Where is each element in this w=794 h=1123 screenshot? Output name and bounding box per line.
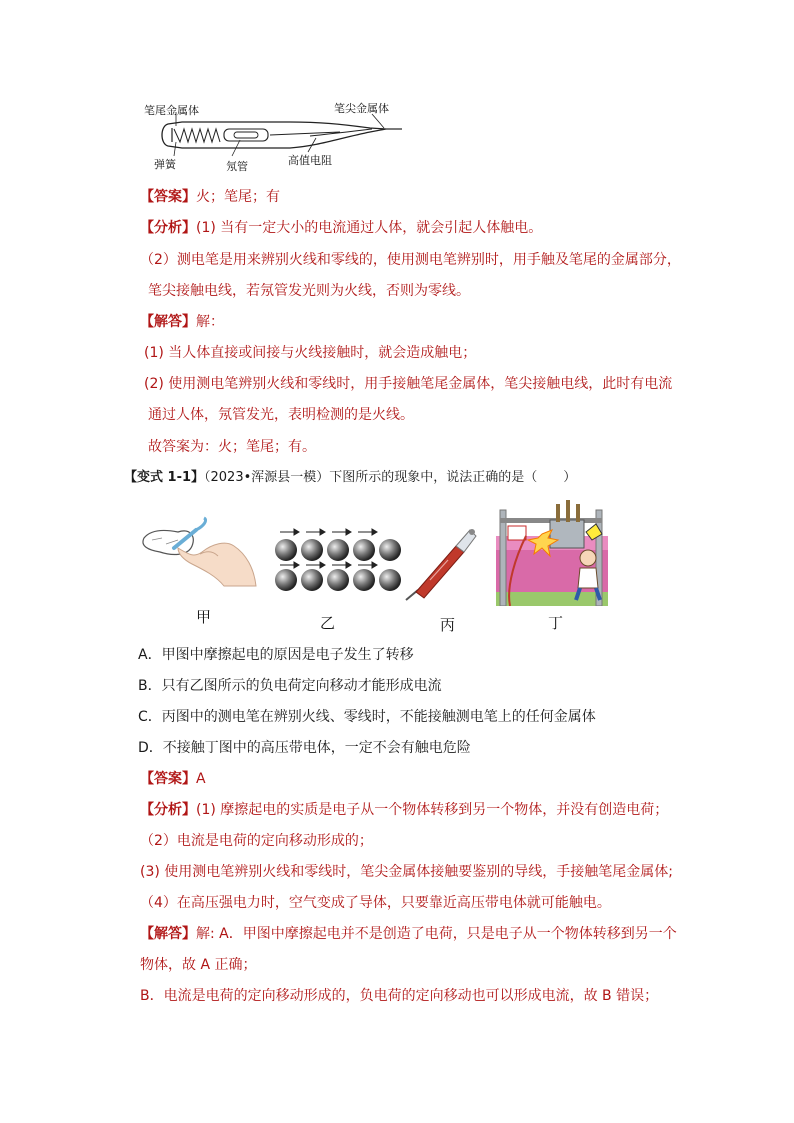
caption-ding: 丁 xyxy=(548,614,564,632)
q2-answer xyxy=(140,769,206,789)
q1-conclusion: 故答案为：火；笔尾；有。 xyxy=(148,439,316,455)
answer-text: 火；笔尾；有 xyxy=(196,189,280,205)
label-resistor: 高值电阻 xyxy=(288,154,332,167)
figure-bing xyxy=(400,518,480,606)
label-tail-metal: 笔尾金属体 xyxy=(144,104,199,117)
figure-jia xyxy=(138,510,258,590)
option-b: B．只有乙图所示的负电荷定向移动才能形成电流 xyxy=(138,678,442,694)
analysis-tag: 【分析】 xyxy=(140,220,196,236)
q1-solution-2b: 通过人体，氖管发光，表明检测的是火线。 xyxy=(148,407,414,423)
q1-analysis-2a: （2）测电笔是用来辨别火线和零线的，使用测电笔辨别时，用手触及笔尾的金属部分， xyxy=(140,252,681,268)
q2-analysis-2: （2）电流是电荷的定向移动形成的； xyxy=(140,833,373,849)
caption-bing: 丙 xyxy=(440,616,456,634)
q1-solution-head: 【解答】解： xyxy=(140,314,224,330)
solution-tag: 【解答】 xyxy=(140,926,196,942)
q1-solution-2a: (2) 使用测电笔辨别火线和零线时，用手接触笔尾金属体，笔尖接触电线，此时有电流 xyxy=(144,376,673,392)
option-c: C．丙图中的测电笔在辨别火线、零线时，不能接触测电笔上的任何金属体 xyxy=(138,709,596,725)
q1-solution-1: (1) 当人体直接或间接与火线接触时，就会造成触电； xyxy=(144,345,477,361)
figure-yi xyxy=(272,515,402,595)
q2-stem xyxy=(124,468,576,488)
q2-analysis-1: 【分析】(1) 摩擦起电的实质是电子从一个物体转移到另一个物体，并没有创造电荷； xyxy=(140,802,669,818)
figure-ding xyxy=(496,496,608,606)
analysis-tag: 【分析】 xyxy=(140,802,196,818)
caption-yi: 乙 xyxy=(320,614,336,632)
answer-tag: 【答案】 xyxy=(140,189,196,205)
option-d: D．不接触丁图中的高压带电体，一定不会有触电危险 xyxy=(138,740,471,756)
variant-tag: 【变式 1-1】 xyxy=(124,470,205,485)
solution-tag: 【解答】 xyxy=(140,314,196,330)
q2-solution-a2: 物体，故 A 正确； xyxy=(140,957,257,973)
pen-diagram xyxy=(140,98,410,178)
q1-analysis-2b: 笔尖接触电线，若氖管发光则为火线，否则为零线。 xyxy=(148,283,470,299)
q1-answer xyxy=(140,187,280,207)
label-spring: 弹簧 xyxy=(154,158,176,171)
source: （2023•浑源县一模） xyxy=(204,470,330,485)
label-neon-tube: 氖管 xyxy=(226,160,248,173)
q2-analysis-3: (3) 使用测电笔辨别火线和零线时，笔尖金属体接触要鉴别的导线，手接触笔尾金属体; xyxy=(140,864,673,880)
q2-solution-a1: 【解答】解: A．甲图中摩擦起电并不是创造了电荷，只是电子从一个物体转移到另一个 xyxy=(140,926,677,942)
answer-tag: 【答案】 xyxy=(140,771,196,787)
q2-solution-b: B．电流是电荷的定向移动形成的，负电荷的定向移动也可以形成电流，故 B 错误； xyxy=(140,988,659,1004)
stem-text: 下图所示的现象中，说法正确的是（ ） xyxy=(329,470,577,485)
q1-analysis-1: 【分析】(1) 当有一定大小的电流通过人体，就会引起人体触电。 xyxy=(140,220,543,236)
caption-jia: 甲 xyxy=(196,608,212,626)
answer-text: A xyxy=(196,771,206,787)
q2-analysis-4: （4）在高压强电力时，空气变成了导体，只要靠近高压带电体就可能触电。 xyxy=(140,895,611,911)
label-tip-metal: 笔尖金属体 xyxy=(334,102,389,115)
option-a: A．甲图中摩擦起电的原因是电子发生了转移 xyxy=(138,647,414,663)
